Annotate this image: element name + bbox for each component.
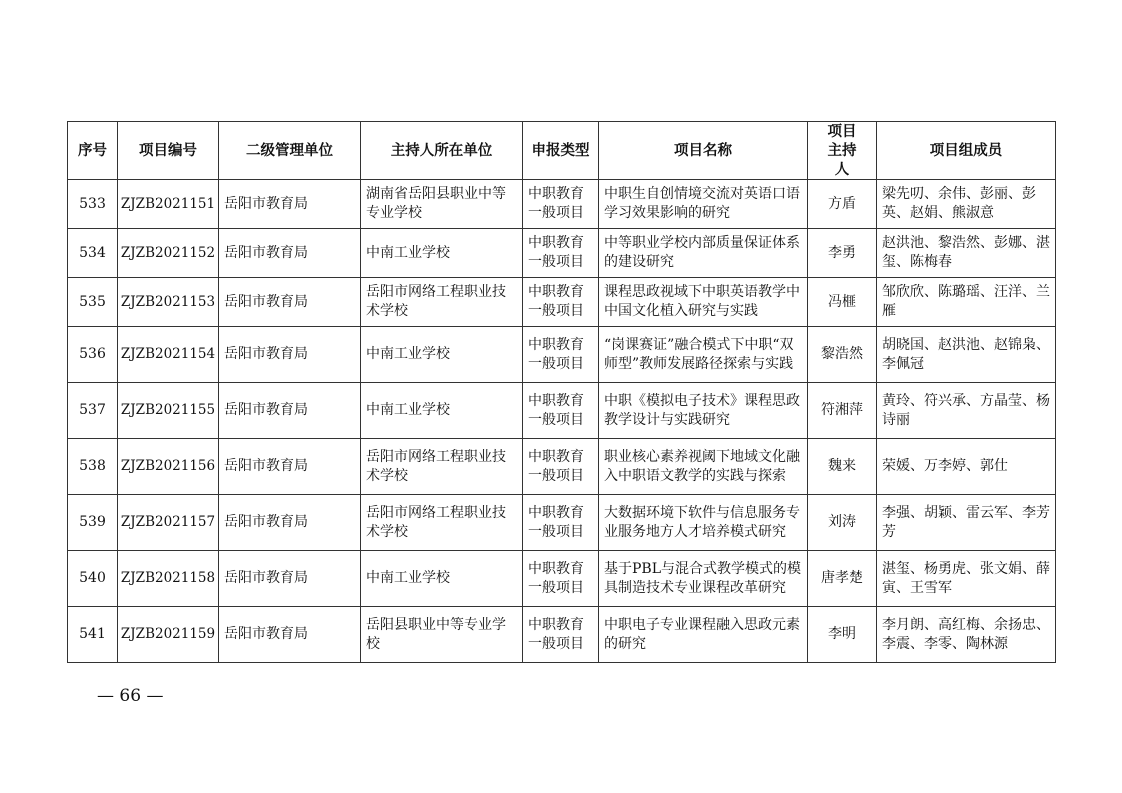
table-row bbox=[68, 180, 1056, 229]
cell-project-name: “岗课赛证”融合模式下中职“双师型”教师发展路径探索与实践 bbox=[599, 327, 808, 383]
cell-code: ZJZB2021156 bbox=[118, 439, 219, 495]
cell-no: 537 bbox=[68, 383, 118, 439]
cell-type: 中职教育一般项目 bbox=[523, 439, 599, 495]
cell-members: 黄玲、符兴承、方晶莹、杨诗丽 bbox=[877, 383, 1056, 439]
header-code: 项目编号 bbox=[118, 122, 219, 180]
cell-members: 梁先叨、余伟、彭丽、彭英、赵娟、熊淑意 bbox=[877, 180, 1056, 229]
cell-project-name: 基于PBL与混合式教学模式的模具制造技术专业课程改革研究 bbox=[599, 551, 808, 607]
cell-no: 535 bbox=[68, 278, 118, 327]
cell-type: 中职教育一般项目 bbox=[523, 180, 599, 229]
cell-code: ZJZB2021155 bbox=[118, 383, 219, 439]
cell-project-name: 课程思政视域下中职英语教学中中国文化植入研究与实践 bbox=[599, 278, 808, 327]
header-admin-unit: 二级管理单位 bbox=[219, 122, 361, 180]
cell-admin-unit: 岳阳市教育局 bbox=[219, 383, 361, 439]
cell-type: 中职教育一般项目 bbox=[523, 327, 599, 383]
cell-project-name: 中等职业学校内部质量保证体系的建设研究 bbox=[599, 229, 808, 278]
cell-code: ZJZB2021154 bbox=[118, 327, 219, 383]
cell-host-org: 岳阳县职业中等专业学校 bbox=[361, 607, 523, 663]
cell-admin-unit: 岳阳市教育局 bbox=[219, 495, 361, 551]
cell-project-name: 职业核心素养视阈下地域文化融入中职语文教学的实践与探索 bbox=[599, 439, 808, 495]
project-table bbox=[67, 121, 1056, 663]
cell-no: 541 bbox=[68, 607, 118, 663]
cell-host-org: 岳阳市网络工程职业技术学校 bbox=[361, 278, 523, 327]
cell-host: 唐孝楚 bbox=[808, 551, 877, 607]
cell-no: 536 bbox=[68, 327, 118, 383]
cell-members: 赵洪池、黎浩然、彭娜、湛玺、陈梅春 bbox=[877, 229, 1056, 278]
cell-type: 中职教育一般项目 bbox=[523, 551, 599, 607]
cell-host-org: 中南工业学校 bbox=[361, 551, 523, 607]
cell-code: ZJZB2021151 bbox=[118, 180, 219, 229]
cell-host-org: 岳阳市网络工程职业技术学校 bbox=[361, 495, 523, 551]
cell-members: 荣媛、万李婷、郭仕 bbox=[877, 439, 1056, 495]
cell-host-org: 中南工业学校 bbox=[361, 327, 523, 383]
cell-members: 湛玺、杨勇虎、张文娟、薛寅、王雪军 bbox=[877, 551, 1056, 607]
cell-host-org: 岳阳市网络工程职业技术学校 bbox=[361, 439, 523, 495]
table-row bbox=[68, 551, 1056, 607]
cell-host-org: 中南工业学校 bbox=[361, 383, 523, 439]
cell-host-org: 湖南省岳阳县职业中等专业学校 bbox=[361, 180, 523, 229]
cell-type: 中职教育一般项目 bbox=[523, 229, 599, 278]
cell-type: 中职教育一般项目 bbox=[523, 495, 599, 551]
cell-admin-unit: 岳阳市教育局 bbox=[219, 551, 361, 607]
header-members: 项目组成员 bbox=[877, 122, 1056, 180]
table-header-row bbox=[68, 122, 1056, 180]
cell-project-name: 中职电子专业课程融入思政元素的研究 bbox=[599, 607, 808, 663]
cell-host: 李勇 bbox=[808, 229, 877, 278]
header-host: 项目主持人 bbox=[808, 122, 877, 180]
table-row bbox=[68, 495, 1056, 551]
table-row bbox=[68, 278, 1056, 327]
cell-type: 中职教育一般项目 bbox=[523, 383, 599, 439]
cell-no: 538 bbox=[68, 439, 118, 495]
cell-code: ZJZB2021157 bbox=[118, 495, 219, 551]
table-row bbox=[68, 383, 1056, 439]
cell-project-name: 中职《模拟电子技术》课程思政教学设计与实践研究 bbox=[599, 383, 808, 439]
cell-admin-unit: 岳阳市教育局 bbox=[219, 229, 361, 278]
header-type: 申报类型 bbox=[523, 122, 599, 180]
cell-members: 邹欣欣、陈璐瑶、汪洋、兰雁 bbox=[877, 278, 1056, 327]
cell-host: 黎浩然 bbox=[808, 327, 877, 383]
header-project-name: 项目名称 bbox=[599, 122, 808, 180]
table-row bbox=[68, 439, 1056, 495]
cell-code: ZJZB2021153 bbox=[118, 278, 219, 327]
cell-code: ZJZB2021152 bbox=[118, 229, 219, 278]
cell-host: 李明 bbox=[808, 607, 877, 663]
header-host-org: 主持人所在单位 bbox=[361, 122, 523, 180]
cell-host: 符湘萍 bbox=[808, 383, 877, 439]
header-no: 序号 bbox=[68, 122, 118, 180]
cell-members: 李强、胡颖、雷云军、李芳芳 bbox=[877, 495, 1056, 551]
cell-host: 魏来 bbox=[808, 439, 877, 495]
cell-admin-unit: 岳阳市教育局 bbox=[219, 607, 361, 663]
table-row bbox=[68, 327, 1056, 383]
cell-admin-unit: 岳阳市教育局 bbox=[219, 439, 361, 495]
cell-members: 李月朗、高红梅、余扬忠、李震、李零、陶林源 bbox=[877, 607, 1056, 663]
cell-host: 方盾 bbox=[808, 180, 877, 229]
cell-no: 539 bbox=[68, 495, 118, 551]
cell-project-name: 中职生自创情境交流对英语口语学习效果影响的研究 bbox=[599, 180, 808, 229]
cell-type: 中职教育一般项目 bbox=[523, 278, 599, 327]
cell-no: 534 bbox=[68, 229, 118, 278]
cell-admin-unit: 岳阳市教育局 bbox=[219, 327, 361, 383]
cell-members: 胡晓国、赵洪池、赵锦枭、李佩冠 bbox=[877, 327, 1056, 383]
table-row bbox=[68, 607, 1056, 663]
cell-host: 冯榧 bbox=[808, 278, 877, 327]
cell-host-org: 中南工业学校 bbox=[361, 229, 523, 278]
cell-no: 533 bbox=[68, 180, 118, 229]
cell-code: ZJZB2021158 bbox=[118, 551, 219, 607]
cell-code: ZJZB2021159 bbox=[118, 607, 219, 663]
cell-admin-unit: 岳阳市教育局 bbox=[219, 180, 361, 229]
cell-project-name: 大数据环境下软件与信息服务专业服务地方人才培养模式研究 bbox=[599, 495, 808, 551]
cell-admin-unit: 岳阳市教育局 bbox=[219, 278, 361, 327]
page-number: — 66 — bbox=[97, 686, 164, 706]
cell-type: 中职教育一般项目 bbox=[523, 607, 599, 663]
cell-no: 540 bbox=[68, 551, 118, 607]
table-row bbox=[68, 229, 1056, 278]
cell-host: 刘涛 bbox=[808, 495, 877, 551]
